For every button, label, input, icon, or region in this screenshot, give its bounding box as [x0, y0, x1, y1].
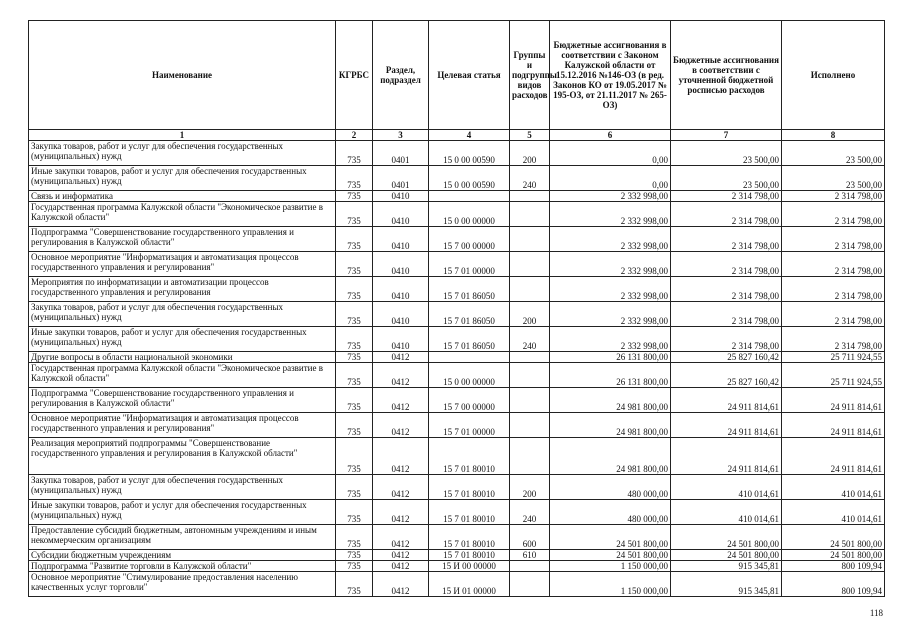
table-cell-target-article: 15 0 00 00590	[429, 141, 510, 166]
table-cell-target-article: 15 7 01 80010	[429, 475, 510, 500]
table-cell-section: 0410	[373, 302, 429, 327]
table-cell-kgrbs: 735	[336, 227, 373, 252]
table-cell-law-assignment: 2 332 998,00	[550, 252, 671, 277]
table-cell-executed: 23 500,00	[782, 166, 885, 191]
table-cell-name: Иные закупки товаров, работ и услуг для обеспечения государственных (муниципальных) нужд	[29, 327, 336, 352]
table-cell-refined-assignment: 23 500,00	[671, 166, 782, 191]
column-numbers-row	[29, 130, 885, 141]
table-cell-executed: 800 109,94	[782, 561, 885, 572]
table-cell-target-article: 15 И 01 00000	[429, 572, 510, 597]
table-cell-name: Закупка товаров, работ и услуг для обеспечения государственных (муниципальных) нужд	[29, 302, 336, 327]
table-cell-name: Закупка товаров, работ и услуг для обеспечения государственных (муниципальных) нужд	[29, 475, 336, 500]
table-cell-law-assignment: 24 501 800,00	[550, 525, 671, 550]
table-cell-target-article: 15 7 01 00000	[429, 413, 510, 438]
table-cell-executed: 2 314 798,00	[782, 302, 885, 327]
table-cell-section: 0412	[373, 438, 429, 475]
table-cell-expense-type	[510, 252, 550, 277]
table-cell-name: Основное мероприятие "Информатизация и автоматизация процессов государственного управления и регулирования"	[29, 252, 336, 277]
table-cell-section: 0412	[373, 561, 429, 572]
table-cell-law-assignment: 24 981 800,00	[550, 388, 671, 413]
table-cell-executed: 2 314 798,00	[782, 191, 885, 202]
header-kgrbs: КГРБС	[336, 21, 373, 130]
table-cell-executed: 2 314 798,00	[782, 227, 885, 252]
table-cell-executed: 2 314 798,00	[782, 202, 885, 227]
table-cell-target-article: 15 7 01 80010	[429, 525, 510, 550]
table-cell-kgrbs: 735	[336, 550, 373, 561]
table-cell-section: 0412	[373, 550, 429, 561]
table-cell-law-assignment: 24 981 800,00	[550, 413, 671, 438]
table-cell-target-article: 15 0 00 00000	[429, 202, 510, 227]
table-row	[29, 227, 885, 252]
table-cell-expense-type	[510, 227, 550, 252]
header-target-article: Целевая статья	[429, 21, 510, 130]
table-cell-name: Основное мероприятие "Информатизация и автоматизация процессов государственного управления и регулирования"	[29, 413, 336, 438]
table-cell-executed: 2 314 798,00	[782, 277, 885, 302]
table-cell-executed: 24 501 800,00	[782, 525, 885, 550]
table-cell-refined-assignment: 24 501 800,00	[671, 525, 782, 550]
table-cell-name: Подпрограмма "Совершенствование государственного управления и регулирования в Калужской области"	[29, 227, 336, 252]
table-cell-expense-type	[510, 438, 550, 475]
table-cell-kgrbs: 735	[336, 561, 373, 572]
table-cell-target-article: 15 7 01 86050	[429, 327, 510, 352]
table-row	[29, 363, 885, 388]
table-cell-expense-type	[510, 561, 550, 572]
table-cell-refined-assignment: 25 827 160,42	[671, 352, 782, 363]
table-row	[29, 413, 885, 438]
table-cell-expense-type: 200	[510, 141, 550, 166]
table-cell-law-assignment: 24 501 800,00	[550, 550, 671, 561]
table-cell-refined-assignment: 2 314 798,00	[671, 302, 782, 327]
table-row	[29, 302, 885, 327]
table-cell-executed: 2 314 798,00	[782, 252, 885, 277]
table-cell-section: 0401	[373, 166, 429, 191]
table-cell-name: Иные закупки товаров, работ и услуг для обеспечения государственных (муниципальных) нужд	[29, 500, 336, 525]
table-cell-expense-type: 610	[510, 550, 550, 561]
column-number: 8	[782, 130, 885, 141]
column-number: 2	[336, 130, 373, 141]
table-cell-law-assignment: 2 332 998,00	[550, 302, 671, 327]
column-number: 3	[373, 130, 429, 141]
column-number: 7	[671, 130, 782, 141]
table-cell-executed: 24 911 814,61	[782, 413, 885, 438]
table-cell-section: 0410	[373, 277, 429, 302]
table-cell-section: 0412	[373, 572, 429, 597]
table-cell-law-assignment: 2 332 998,00	[550, 227, 671, 252]
table-row	[29, 500, 885, 525]
column-number: 4	[429, 130, 510, 141]
header-section: Раздел, подраздел	[373, 21, 429, 130]
table-cell-refined-assignment: 2 314 798,00	[671, 202, 782, 227]
table-cell-kgrbs: 735	[336, 572, 373, 597]
table-cell-refined-assignment: 24 911 814,61	[671, 388, 782, 413]
table-cell-name: Основное мероприятие "Стимулирование предоставления населению качественных услуг торговли"	[29, 572, 336, 597]
table-row	[29, 252, 885, 277]
table-cell-refined-assignment: 410 014,61	[671, 475, 782, 500]
table-cell-law-assignment: 26 131 800,00	[550, 363, 671, 388]
table-cell-refined-assignment: 2 314 798,00	[671, 191, 782, 202]
table-row	[29, 572, 885, 597]
table-row	[29, 327, 885, 352]
table-cell-law-assignment: 1 150 000,00	[550, 572, 671, 597]
table-cell-name: Мероприятия по информатизации и автоматизации процессов государственного управления и регулирования	[29, 277, 336, 302]
table-cell-refined-assignment: 24 911 814,61	[671, 438, 782, 475]
table-cell-expense-type	[510, 352, 550, 363]
column-number: 6	[550, 130, 671, 141]
table-cell-name: Государственная программа Калужской области "Экономическое развитие в Калужской области"	[29, 363, 336, 388]
table-cell-refined-assignment: 2 314 798,00	[671, 252, 782, 277]
table-row	[29, 277, 885, 302]
table-cell-expense-type	[510, 413, 550, 438]
table-cell-refined-assignment: 23 500,00	[671, 141, 782, 166]
table-cell-law-assignment: 26 131 800,00	[550, 352, 671, 363]
table-cell-section: 0412	[373, 500, 429, 525]
table-cell-kgrbs: 735	[336, 475, 373, 500]
table-cell-law-assignment: 480 000,00	[550, 475, 671, 500]
column-number: 1	[29, 130, 336, 141]
table-row	[29, 475, 885, 500]
table-cell-expense-type: 200	[510, 475, 550, 500]
table-cell-kgrbs: 735	[336, 363, 373, 388]
table-cell-executed: 410 014,61	[782, 500, 885, 525]
table-cell-section: 0410	[373, 252, 429, 277]
table-cell-expense-type: 240	[510, 327, 550, 352]
table-cell-target-article: 15 0 00 00000	[429, 363, 510, 388]
table-cell-law-assignment: 1 150 000,00	[550, 561, 671, 572]
table-row	[29, 438, 885, 475]
table-cell-name: Предоставление субсидий бюджетным, автономным учреждениям и иным некоммерческим организациям	[29, 525, 336, 550]
table-cell-section: 0412	[373, 475, 429, 500]
table-cell-refined-assignment: 24 501 800,00	[671, 550, 782, 561]
table-cell-kgrbs: 735	[336, 277, 373, 302]
table-cell-executed: 23 500,00	[782, 141, 885, 166]
table-cell-executed: 24 501 800,00	[782, 550, 885, 561]
table-cell-law-assignment: 2 332 998,00	[550, 277, 671, 302]
table-cell-expense-type: 200	[510, 302, 550, 327]
table-cell-refined-assignment: 2 314 798,00	[671, 227, 782, 252]
table-cell-target-article: 15 7 00 00000	[429, 227, 510, 252]
table-cell-executed: 800 109,94	[782, 572, 885, 597]
table-cell-target-article	[429, 191, 510, 202]
table-cell-section: 0412	[373, 525, 429, 550]
table-cell-target-article	[429, 352, 510, 363]
table-cell-section: 0412	[373, 352, 429, 363]
header-expense-type: Группы и подгруппы видов расходов	[510, 21, 550, 130]
table-cell-law-assignment: 2 332 998,00	[550, 191, 671, 202]
table-row	[29, 166, 885, 191]
table-cell-name: Закупка товаров, работ и услуг для обеспечения государственных (муниципальных) нужд	[29, 141, 336, 166]
table-cell-kgrbs: 735	[336, 302, 373, 327]
table-row	[29, 202, 885, 227]
table-cell-target-article: 15 7 01 80010	[429, 500, 510, 525]
header-law-assignments: Бюджетные ассигнования в соответствии с Законом Калужской области от 15.12.2016 №146-ОЗ (в ред. Законов КО от 19.05.2017 № 195-ОЗ, от 21.11.2017 № 265-ОЗ)	[550, 21, 671, 130]
table-cell-kgrbs: 735	[336, 388, 373, 413]
table-cell-kgrbs: 735	[336, 413, 373, 438]
table-cell-executed: 2 314 798,00	[782, 327, 885, 352]
table-cell-law-assignment: 0,00	[550, 166, 671, 191]
table-cell-refined-assignment: 410 014,61	[671, 500, 782, 525]
table-cell-kgrbs: 735	[336, 252, 373, 277]
table-cell-expense-type	[510, 388, 550, 413]
table-row	[29, 550, 885, 561]
table-cell-refined-assignment: 915 345,81	[671, 572, 782, 597]
table-cell-name: Государственная программа Калужской области "Экономическое развитие в Калужской области"	[29, 202, 336, 227]
table-cell-expense-type: 240	[510, 500, 550, 525]
table-cell-executed: 24 911 814,61	[782, 388, 885, 413]
table-cell-target-article: 15 7 01 86050	[429, 302, 510, 327]
table-cell-executed: 25 711 924,55	[782, 352, 885, 363]
table-cell-law-assignment: 2 332 998,00	[550, 202, 671, 227]
table-cell-name: Подпрограмма "Развитие торговли в Калужской области"	[29, 561, 336, 572]
table-cell-name: Иные закупки товаров, работ и услуг для обеспечения государственных (муниципальных) нужд	[29, 166, 336, 191]
table-cell-name: Реализация мероприятий подпрограммы "Совершенствование государственного управления и регулирования в Калужской области"	[29, 438, 336, 475]
table-cell-executed: 410 014,61	[782, 475, 885, 500]
table-cell-expense-type	[510, 202, 550, 227]
table-cell-refined-assignment: 24 911 814,61	[671, 413, 782, 438]
table-cell-target-article: 15 7 00 00000	[429, 388, 510, 413]
table-cell-executed: 24 911 814,61	[782, 438, 885, 475]
table-cell-section: 0410	[373, 191, 429, 202]
table-cell-expense-type	[510, 191, 550, 202]
table-cell-law-assignment: 2 332 998,00	[550, 327, 671, 352]
header-executed: Исполнено	[782, 21, 885, 130]
table-cell-kgrbs: 735	[336, 202, 373, 227]
table-cell-target-article: 15 7 01 00000	[429, 252, 510, 277]
header-refined-assignments: Бюджетные ассигнования в соответствии с уточненной бюджетной росписью расходов	[671, 21, 782, 130]
table-cell-section: 0410	[373, 202, 429, 227]
table-cell-refined-assignment: 25 827 160,42	[671, 363, 782, 388]
table-cell-expense-type	[510, 572, 550, 597]
table-cell-name: Связь и информатика	[29, 191, 336, 202]
table-cell-section: 0410	[373, 327, 429, 352]
table-cell-section: 0412	[373, 388, 429, 413]
table-cell-section: 0410	[373, 227, 429, 252]
table-row	[29, 352, 885, 363]
table-cell-kgrbs: 735	[336, 191, 373, 202]
table-cell-section: 0412	[373, 413, 429, 438]
table-row	[29, 561, 885, 572]
table-row	[29, 191, 885, 202]
budget-table	[28, 20, 885, 597]
table-row	[29, 525, 885, 550]
table-cell-target-article: 15 И 00 00000	[429, 561, 510, 572]
table-row	[29, 388, 885, 413]
table-cell-executed: 25 711 924,55	[782, 363, 885, 388]
table-cell-expense-type: 240	[510, 166, 550, 191]
table-cell-kgrbs: 735	[336, 500, 373, 525]
table-cell-kgrbs: 735	[336, 525, 373, 550]
table-cell-kgrbs: 735	[336, 327, 373, 352]
table-cell-target-article: 15 7 01 80010	[429, 550, 510, 561]
table-cell-section: 0412	[373, 363, 429, 388]
table-cell-kgrbs: 735	[336, 141, 373, 166]
table-cell-kgrbs: 735	[336, 438, 373, 475]
table-cell-law-assignment: 24 981 800,00	[550, 438, 671, 475]
table-cell-expense-type	[510, 363, 550, 388]
column-number: 5	[510, 130, 550, 141]
table-cell-expense-type	[510, 277, 550, 302]
table-cell-refined-assignment: 2 314 798,00	[671, 277, 782, 302]
table-cell-target-article: 15 0 00 00590	[429, 166, 510, 191]
table-cell-name: Другие вопросы в области национальной экономики	[29, 352, 336, 363]
table-cell-refined-assignment: 2 314 798,00	[671, 327, 782, 352]
page-number: 118	[869, 608, 883, 618]
header-name: Наименование	[29, 21, 336, 130]
table-cell-expense-type: 600	[510, 525, 550, 550]
table-cell-law-assignment: 480 000,00	[550, 500, 671, 525]
table-cell-name: Субсидии бюджетным учреждениям	[29, 550, 336, 561]
table-body	[29, 141, 885, 597]
table-cell-kgrbs: 735	[336, 166, 373, 191]
table-cell-target-article: 15 7 01 80010	[429, 438, 510, 475]
table-cell-name: Подпрограмма "Совершенствование государственного управления и регулирования в Калужской области"	[29, 388, 336, 413]
table-cell-law-assignment: 0,00	[550, 141, 671, 166]
table-cell-kgrbs: 735	[336, 352, 373, 363]
table-cell-target-article: 15 7 01 86050	[429, 277, 510, 302]
table-cell-section: 0401	[373, 141, 429, 166]
table-cell-refined-assignment: 915 345,81	[671, 561, 782, 572]
table-row	[29, 141, 885, 166]
